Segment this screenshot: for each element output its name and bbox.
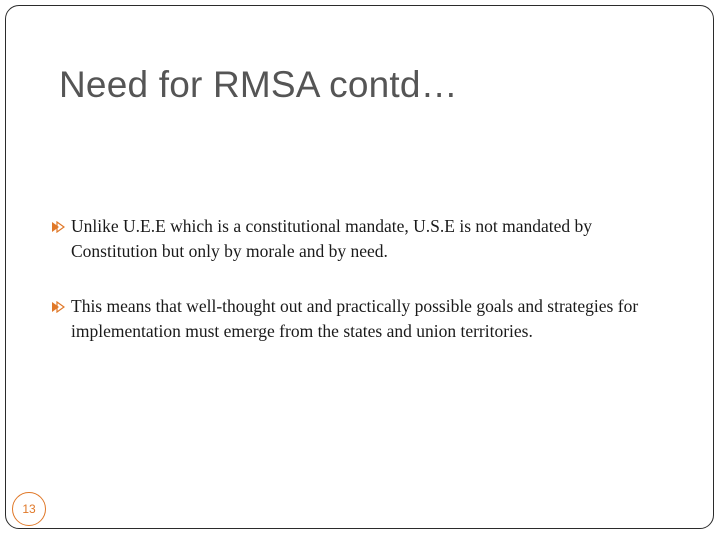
slide [5, 5, 714, 529]
bullet-list [51, 214, 681, 374]
slide-title: Need for RMSA contd… [59, 64, 458, 105]
page-number-badge [12, 492, 46, 526]
bullet-text: This means that well-thought out and practically possible goals and strategies for implementation must emerge from the states and union territories. [71, 296, 639, 341]
bullet-item [51, 294, 681, 344]
arrow-bullet-icon [51, 301, 65, 313]
bullet-text: Unlike U.E.E which is a constitutional mandate, U.S.E is not mandated by Constitution but only by morale and by need. [71, 216, 593, 261]
bullet-item [51, 214, 681, 264]
page-number: 13 [22, 502, 36, 516]
arrow-bullet-icon [51, 221, 65, 233]
